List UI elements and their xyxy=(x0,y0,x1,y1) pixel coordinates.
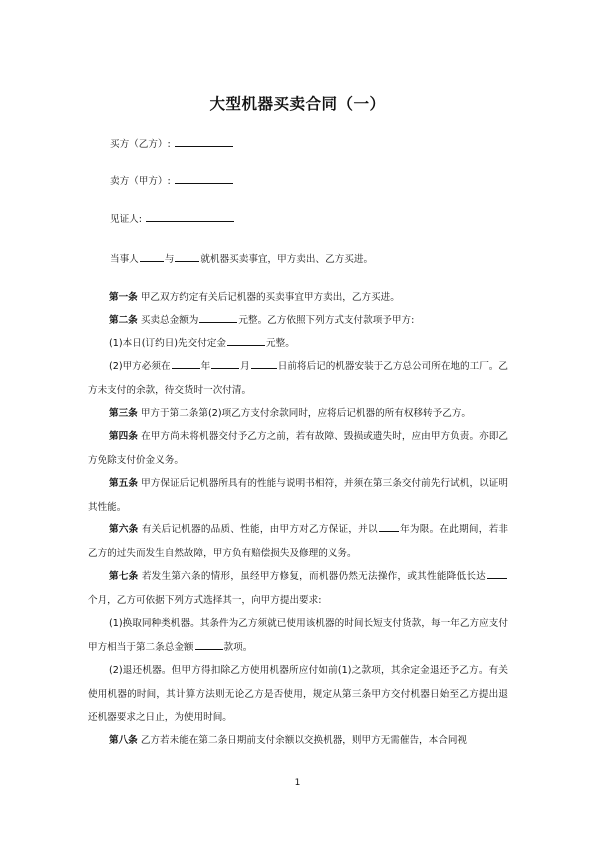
article-5-label: 第五条 xyxy=(109,478,138,489)
witness-blank[interactable] xyxy=(146,212,234,222)
article-7-label: 第七条 xyxy=(109,571,139,582)
article-8 xyxy=(88,729,508,753)
article-1 xyxy=(88,286,508,310)
deposit-blank[interactable] xyxy=(227,336,265,346)
article-7-text-post: 个月，乙方可依据下列方式选择其一，向甲方提出要求: xyxy=(88,594,322,606)
year-blank[interactable] xyxy=(172,359,200,369)
seller-blank[interactable] xyxy=(175,174,233,184)
day-blank[interactable] xyxy=(251,359,277,369)
witness-label: 见证人: xyxy=(110,214,143,225)
article-7-item-2 xyxy=(88,659,508,730)
article-5 xyxy=(88,472,508,519)
months-blank[interactable] xyxy=(487,569,507,579)
article-1-text: 甲乙双方约定有关后记机器的买卖事宜甲方卖出，乙方买进。 xyxy=(140,292,400,303)
witness-field xyxy=(110,211,235,225)
intro-part3: 就机器买卖事宜，甲方卖出、乙方买进。 xyxy=(200,254,374,265)
article-2-item-2 xyxy=(88,355,508,402)
item-1-pre: (1)本日(订约日)先交付定金 xyxy=(109,338,227,349)
article-2-text-post: 元整。乙方依照下列方式支付款项予甲方: xyxy=(238,315,415,326)
a7-item-1-pre: (1)换取同种类机器。其条件为乙方须就已使用该机器的时间长短支付货款，每一年乙方应支付甲方相当于第二条总金额 xyxy=(88,618,508,653)
article-8-label: 第八条 xyxy=(109,735,138,746)
article-3-text: 甲方于第二条第(2)项乙方支付余款同时，应将后记机器的所有权移转予乙方。 xyxy=(140,408,472,419)
article-5-text: 甲方保证后记机器所具有的性能与说明书相符，并须在第三条交付前先行试机，以证明其性能。 xyxy=(88,478,509,513)
article-4-text: 在甲方尚未将机器交付予乙方之前，若有故障、毁损或遗失时，应由甲方负责。亦即乙方免除支付价金义务。 xyxy=(88,431,509,466)
party-a-blank[interactable] xyxy=(140,252,164,262)
buyer-label: 买方（乙方）: xyxy=(110,139,171,150)
article-7 xyxy=(88,565,508,612)
article-4 xyxy=(88,425,508,472)
article-6 xyxy=(88,518,508,565)
article-6-label: 第六条 xyxy=(109,524,139,535)
warranty-years-blank[interactable] xyxy=(379,522,399,532)
intro-line xyxy=(110,251,373,265)
document-title: 大型机器买卖合同（一） xyxy=(209,95,386,113)
item-2-month: 月 xyxy=(240,361,250,372)
page-number: 1 xyxy=(294,778,301,788)
item-1-post: 元整。 xyxy=(266,338,295,349)
buyer-blank[interactable] xyxy=(175,137,233,147)
article-7-text-pre: 若发生第六条的情形，虽经甲方修复，而机器仍然无法操作，或其性能降低长达 xyxy=(141,571,487,582)
item-2-year: 年 xyxy=(200,361,211,372)
article-2 xyxy=(88,309,508,333)
seller-field xyxy=(110,173,234,187)
article-2-label: 第二条 xyxy=(109,315,138,326)
seller-label: 卖方（甲方）: xyxy=(110,176,171,187)
month-blank[interactable] xyxy=(211,359,239,369)
article-2-item-1 xyxy=(88,332,508,356)
item-2-post: 日前将后记的机器安装于乙方总公司所在地的工厂。乙方未支付的余款，待交货时一次付清。 xyxy=(88,361,508,396)
buyer-field xyxy=(110,136,234,150)
intro-part1: 当事人 xyxy=(110,254,139,265)
payment-amount-blank[interactable] xyxy=(195,640,223,650)
article-1-label: 第一条 xyxy=(109,292,138,303)
article-2-text-pre: 买卖总金额为 xyxy=(140,315,199,326)
a7-item-2-text: (2)退还机器。但甲方得扣除乙方使用机器所应付如前(1)之款项，其余定金退还予乙方。有关使用机器的时间，其计算方法则无论乙方是否使用，规定从第三条甲方交付机器日始至乙方提出退还机器要求之日止，为使用时间。 xyxy=(88,665,508,723)
party-b-blank[interactable] xyxy=(175,252,199,262)
article-6-text-pre: 有关后记机器的品质、性能，由甲方对乙方保证，并以 xyxy=(141,524,378,535)
intro-part2: 与 xyxy=(164,254,175,265)
article-4-label: 第四条 xyxy=(109,431,138,442)
total-amount-blank[interactable] xyxy=(199,313,237,323)
article-6-text-post: 年为限。在此期间，若非乙方的过失而发生自然故障，甲方负有赔偿损失及修理的义务。 xyxy=(88,524,509,559)
a7-item-1-post: 款项。 xyxy=(223,641,253,653)
article-3-label: 第三条 xyxy=(109,408,138,419)
article-8-text: 乙方若未能在第二条日期前支付余额以交换机器，则甲方无需催告，本合同视 xyxy=(140,735,468,746)
item-2-pre: (2)甲方必须在 xyxy=(109,361,171,372)
article-7-item-1 xyxy=(88,612,508,659)
article-3 xyxy=(88,402,508,426)
